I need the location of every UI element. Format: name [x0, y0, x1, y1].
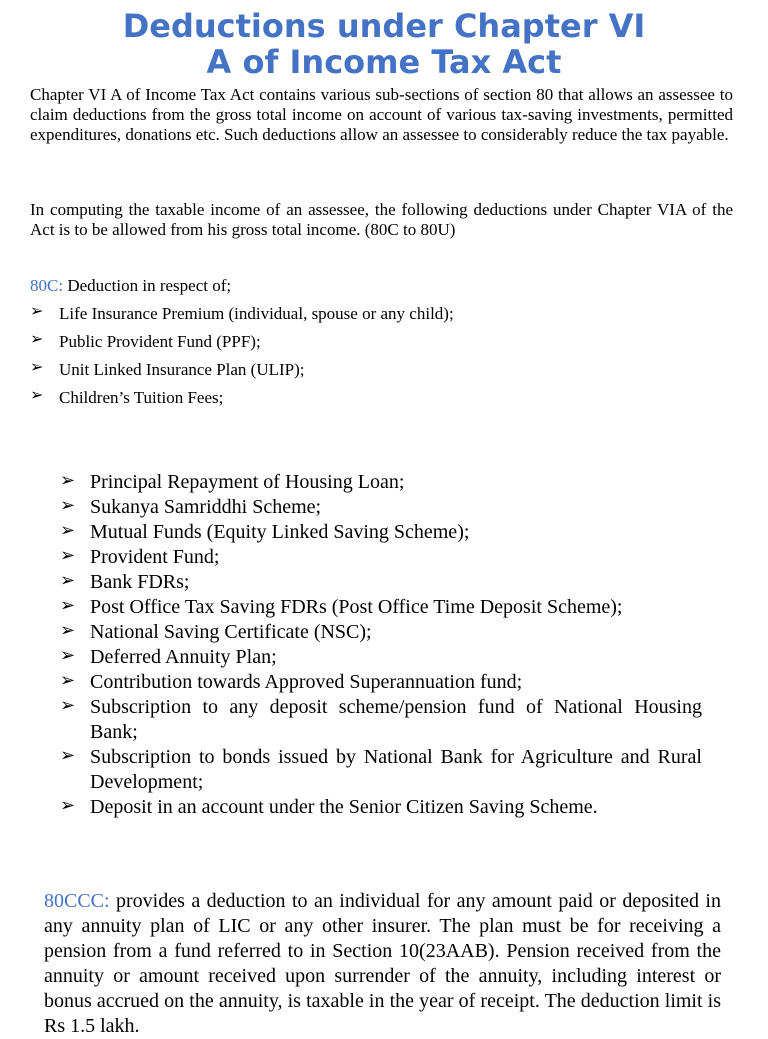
- list-item: [60, 620, 702, 645]
- list-item: [60, 595, 702, 620]
- document-title-line-1: Deductions under Chapter VI: [122, 7, 646, 45]
- arrow-bullet-icon: ➢: [60, 570, 76, 590]
- list-item-text: Children’s Tuition Fees;: [59, 388, 224, 407]
- arrow-bullet-icon: ➢: [30, 359, 44, 376]
- list-item: [60, 545, 702, 570]
- arrow-bullet-icon: ➢: [30, 387, 44, 404]
- section-80ccc-label: 80CCC:: [44, 890, 110, 912]
- list-item-text: Mutual Funds (Equity Linked Saving Scheme);: [90, 521, 470, 543]
- list-item-text: Sukanya Samriddhi Scheme;: [90, 496, 322, 518]
- list-item: [60, 470, 702, 495]
- arrow-bullet-icon: ➢: [60, 620, 76, 640]
- list-item-text: Deferred Annuity Plan;: [90, 646, 277, 668]
- section-80ccc-paragraph: [44, 889, 721, 1039]
- list-item-text: Life Insurance Premium (individual, spouse or any child);: [59, 304, 454, 323]
- list-item: [60, 670, 702, 695]
- arrow-bullet-icon: ➢: [60, 545, 76, 565]
- arrow-bullet-icon: ➢: [60, 595, 76, 615]
- computing-paragraph: In computing the taxable income of an assessee, the following deductions under Chapter VIA of the Act is to be allowed from his gross total income. (80C to 80U): [30, 200, 733, 239]
- list-item-text: Subscription to bonds issued by National Bank for Agriculture and Rural Development;: [90, 746, 702, 793]
- section-80c-text: Deduction in respect of;: [63, 276, 232, 295]
- arrow-bullet-icon: ➢: [60, 695, 76, 715]
- list-item: [60, 520, 702, 545]
- list-item-text: National Saving Certificate (NSC);: [90, 621, 372, 643]
- list-item-text: Post Office Tax Saving FDRs (Post Office Time Deposit Scheme);: [90, 596, 623, 618]
- arrow-bullet-icon: ➢: [60, 795, 76, 815]
- list-item-text: Principal Repayment of Housing Loan;: [90, 471, 405, 493]
- list-item: [60, 645, 702, 670]
- document-title-line-2: A of Income Tax Act: [206, 43, 562, 81]
- section-80ccc-text: provides a deduction to an individual for any amount paid or deposited in any annuity plan of LIC or any other insurer. The plan must be for receiving a pension from a fund referred to in Section 10(23AAB). Pension received from the annuity or amount received upon surrender of the annuity, including interest or bonus accrued on the annuity, is taxable in the year of receipt. The deduction limit is Rs 1.5 lakh.: [44, 890, 721, 1037]
- deduction-list-primary: [30, 304, 733, 416]
- list-item-text: Contribution towards Approved Superannuation fund;: [90, 671, 523, 693]
- document-title: [0, 8, 768, 80]
- section-80c-label: 80C:: [30, 276, 64, 295]
- arrow-bullet-icon: ➢: [30, 303, 44, 320]
- arrow-bullet-icon: ➢: [60, 745, 76, 765]
- list-item: [60, 570, 702, 595]
- arrow-bullet-icon: ➢: [60, 470, 76, 490]
- list-item: [30, 332, 733, 360]
- arrow-bullet-icon: ➢: [30, 331, 44, 348]
- list-item: [60, 745, 702, 795]
- arrow-bullet-icon: ➢: [60, 670, 76, 690]
- arrow-bullet-icon: ➢: [60, 520, 76, 540]
- list-item-text: Unit Linked Insurance Plan (ULIP);: [59, 360, 305, 379]
- list-item: [60, 495, 702, 520]
- list-item-text: Deposit in an account under the Senior Citizen Saving Scheme.: [90, 796, 598, 818]
- list-item: [30, 360, 733, 388]
- list-item: [60, 695, 702, 745]
- list-item-text: Bank FDRs;: [90, 571, 190, 593]
- arrow-bullet-icon: ➢: [60, 645, 76, 665]
- list-item: [30, 304, 733, 332]
- list-item: [60, 795, 702, 820]
- section-80c-heading: [30, 276, 733, 296]
- arrow-bullet-icon: ➢: [60, 495, 76, 515]
- list-item-text: Provident Fund;: [90, 546, 220, 568]
- list-item-text: Subscription to any deposit scheme/pension fund of National Housing Bank;: [90, 696, 702, 743]
- intro-paragraph: Chapter VI A of Income Tax Act contains various sub-sections of section 80 that allows an assessee to claim deductions from the gross total income on account of various tax-saving investments, permitted expenditures, donations etc. Such deductions allow an assessee to considerably reduce the tax payable.: [30, 85, 733, 144]
- deduction-list-secondary: [60, 470, 702, 820]
- list-item: [30, 388, 733, 416]
- list-item-text: Public Provident Fund (PPF);: [59, 332, 261, 351]
